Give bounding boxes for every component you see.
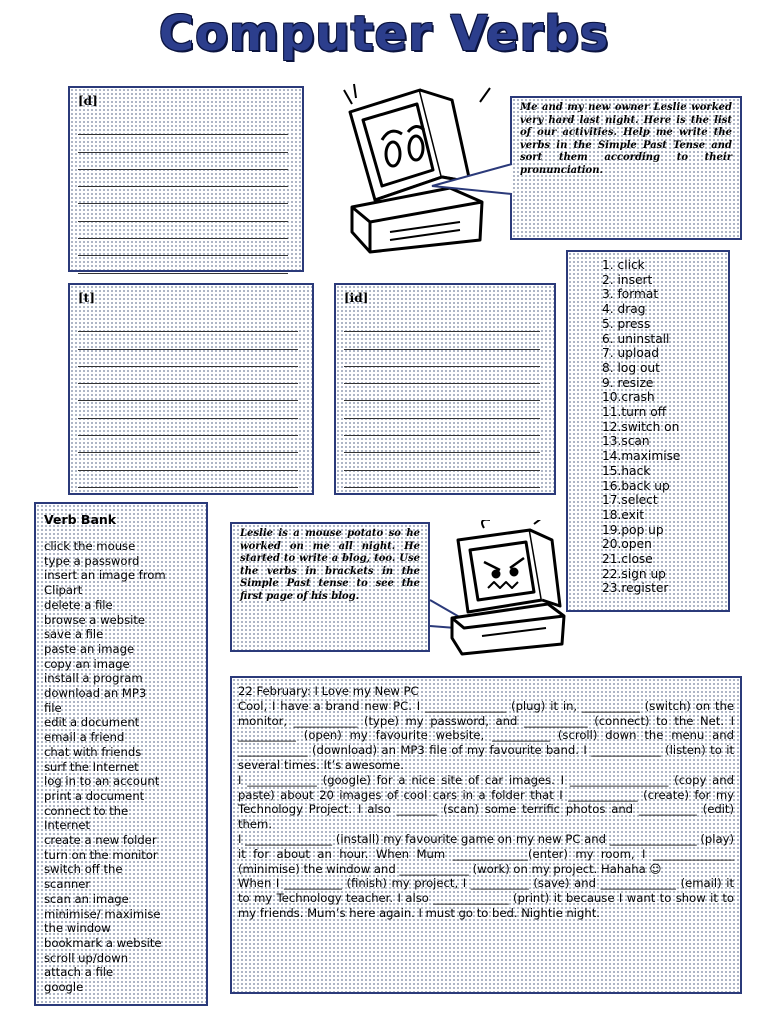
page-title: Computer Verbs <box>158 6 610 62</box>
verb-bank-item: bookmark a website <box>44 935 162 950</box>
verb-list-item: 18.exit <box>602 507 645 522</box>
blog-paragraph-4: When I __________ (finish) my project, I __________ (save) and _____________ (email) it to my Technology teacher. I also _____________ (print) it because I want to show it to my friends. Mum’s here again. I must go to bed. Nightie night. <box>238 876 734 920</box>
t-sound-box <box>68 283 314 495</box>
verb-bank-item: switch off the <box>44 862 123 877</box>
verb-bank-item: scan an image <box>44 891 129 906</box>
d-answer-lines[interactable] <box>78 118 288 274</box>
verb-list-item: 10.crash <box>602 390 655 405</box>
verb-bank-item: save a file <box>44 627 104 642</box>
verb-list-item: 5. press <box>602 316 651 331</box>
verb-list-item: 16.back up <box>602 478 670 493</box>
verb-bank-item: file <box>44 700 62 715</box>
verb-bank-list <box>44 539 198 995</box>
verb-bank-item: type a password <box>44 553 140 568</box>
speech-bubble-tail <box>430 160 514 200</box>
blog-paragraph-1: Cool, I have a brand new PC. I ______________ (plug) it in, __________ (switch) on the monitor, ___________ (type) my password, and ___________ (connect) to the Net. I __________ (open) my favourite website, __________ (scroll) down the menu and ____________ (download) an MP3 file of my favourite band. I ____________ (listen) to it several times. It’s awesome. <box>238 698 734 772</box>
verb-bank-item: google <box>44 980 84 995</box>
verb-list-item: 15.hack <box>602 463 651 478</box>
verb-bank-item: copy an image <box>44 656 130 671</box>
verb-bank-item: Clipart <box>44 583 83 598</box>
verb-list-item: 14.maximise <box>602 449 681 464</box>
blog-heading: 22 February: I Love my New PC <box>238 684 419 698</box>
blog-paragraph-3: I _______________ (install) my favourite game on my new PC and _______________ (play) it for about an hour. When Mum _____________(enter) my room, I ______________ (minimise) the window and ____________ (work) on my project. Hahaha ☺ <box>238 831 734 876</box>
verb-list-item: 6. uninstall <box>602 331 670 346</box>
verb-bank-item: paste an image <box>44 641 135 656</box>
verb-bank-item: print a document <box>44 788 145 803</box>
id-box-label: [id] <box>344 291 369 305</box>
verb-bank-item: scroll up/down <box>44 950 129 965</box>
blog-box <box>230 676 742 994</box>
angry-computer-icon <box>438 520 568 660</box>
verb-list-box <box>566 250 730 612</box>
verb-list-item: 12.switch on <box>602 419 680 434</box>
verb-list-item: 19.pop up <box>602 522 664 537</box>
verb-list-item: 11.turn off <box>602 405 667 420</box>
id-answer-lines[interactable] <box>344 315 540 488</box>
verb-bank-box <box>34 502 208 1006</box>
id-sound-box <box>334 283 556 495</box>
blog-text <box>238 684 734 921</box>
verb-list <box>602 258 680 596</box>
verb-list-item: 23.register <box>602 581 669 596</box>
verb-bank-item: scanner <box>44 877 91 892</box>
speech-bubble-blog: Leslie is a mouse potato so he worked on me all night. He started to write a blog, too. Use the verbs in brackets in the Simple Past tense to see the first page of his blog. <box>230 522 430 652</box>
verb-bank-item: minimise/ maximise <box>44 906 161 921</box>
verb-bank-item: the window <box>44 921 111 936</box>
verb-bank-item: turn on the monitor <box>44 847 158 862</box>
verb-list-item: 8. log out <box>602 360 660 375</box>
verb-list-item: 13.scan <box>602 434 650 449</box>
blog-paragraph-2: I ____________ (google) for a nice site of car images. I _________________ (copy and paste) about 20 images of cool cars in a folder that I ____________ (create) for my Technology Project. I also _______ (scan) some terrific photos and __________ (edit) them. <box>238 772 734 832</box>
verb-bank-item: create a new folder <box>44 833 157 848</box>
verb-list-item: 9. resize <box>602 375 654 390</box>
verb-bank-item: browse a website <box>44 612 146 627</box>
verb-bank-title: Verb Bank <box>44 512 117 527</box>
d-sound-box <box>68 86 304 272</box>
verb-bank-item: surf the Internet <box>44 759 139 774</box>
verb-list-item: 20.open <box>602 537 652 552</box>
verb-bank-item: delete a file <box>44 597 113 612</box>
verb-list-item: 17.select <box>602 493 658 508</box>
verb-list-item: 22.sign up <box>602 566 666 581</box>
verb-list-item: 7. upload <box>602 346 660 361</box>
verb-bank-item: Internet <box>44 818 91 833</box>
t-answer-lines[interactable] <box>78 315 298 488</box>
verb-bank-item: attach a file <box>44 965 114 980</box>
speech-bubble-instructions: Me and my new owner Leslie worked very hard last night. Here is the list of our activities. Help me write the verbs in the Simple Past Tense and sort them according to their pronunciation. <box>510 96 742 240</box>
verb-list-item: 2. insert <box>602 272 653 287</box>
verb-bank-item: download an MP3 <box>44 686 147 701</box>
verb-list-item: 4. drag <box>602 302 646 317</box>
verb-bank-item: install a program <box>44 671 143 686</box>
d-box-label: [d] <box>78 94 98 108</box>
verb-list-item: 21.close <box>602 552 653 567</box>
verb-bank-item: insert an image from <box>44 568 166 583</box>
verb-list-item: 1. click <box>602 258 645 272</box>
t-box-label: [t] <box>78 291 95 305</box>
verb-list-item: 3. format <box>602 287 659 302</box>
verb-bank-item: log in to an account <box>44 774 160 789</box>
verb-bank-item: connect to the <box>44 803 129 818</box>
verb-bank-item: email a friend <box>44 730 125 745</box>
verb-bank-item: click the mouse <box>44 539 136 553</box>
verb-bank-item: chat with friends <box>44 744 142 759</box>
verb-bank-item: edit a document <box>44 715 140 730</box>
